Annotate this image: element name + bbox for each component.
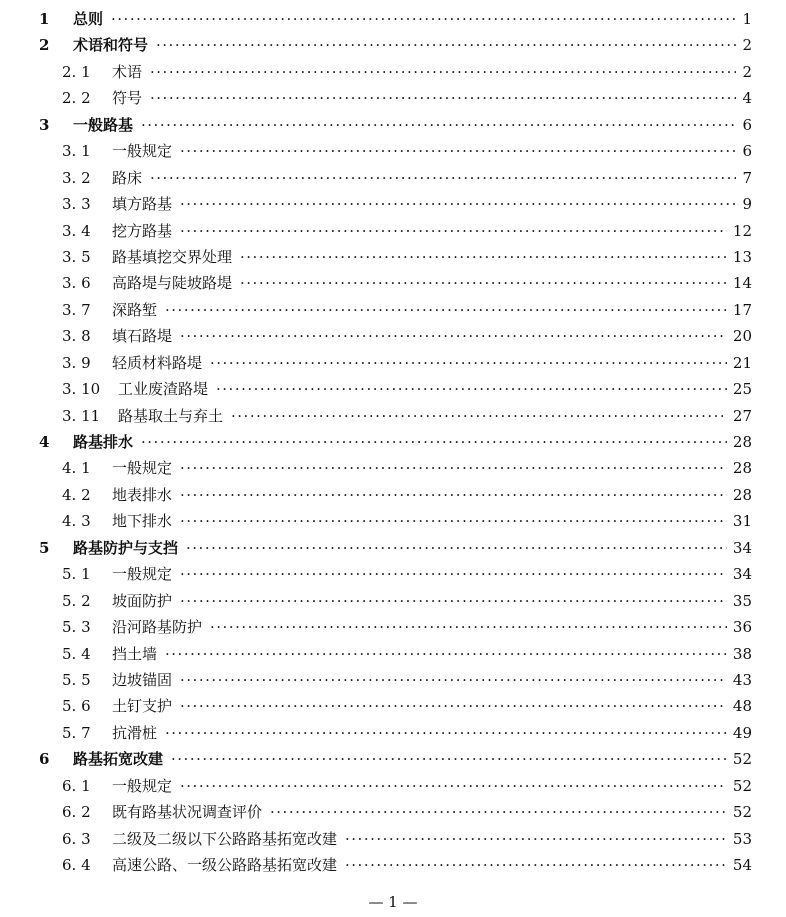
toc-entry-title: 边坡锚固 (112, 670, 173, 689)
dot-leader (345, 826, 727, 852)
toc-entry-page: 35 (732, 591, 752, 610)
dot-leader (180, 191, 736, 217)
toc-entry-page: 52 (732, 776, 752, 795)
toc-section-entry[interactable] (0, 561, 786, 587)
toc-entry-page: 52 (732, 750, 752, 769)
toc-section-entry[interactable] (0, 799, 786, 825)
toc-chapter-entry[interactable] (0, 746, 786, 772)
toc-entry-title: 路基排水 (73, 433, 134, 451)
toc-entry-page: 9 (742, 195, 752, 214)
toc-entry-title: 路基防护与支挡 (73, 538, 179, 557)
dot-leader (180, 773, 727, 799)
toc-entry-number: 5. 6 (62, 697, 91, 716)
toc-chapter-entry[interactable] (0, 429, 786, 455)
dot-leader (141, 429, 727, 455)
toc-chapter-entry[interactable] (0, 535, 786, 561)
toc-entry-page: 12 (732, 221, 752, 240)
toc-entry-title: 抗滑桩 (112, 723, 158, 742)
toc-entry-number: 3. 1 (62, 142, 91, 161)
toc-entry-page: 7 (742, 168, 752, 187)
dot-leader (231, 403, 727, 429)
toc-entry-number: 3. 7 (62, 300, 91, 319)
toc-section-entry[interactable] (0, 191, 786, 217)
toc-entry-title: 路基取土与弃土 (118, 406, 224, 425)
toc-entry-number: 2 (39, 36, 50, 55)
toc-section-entry[interactable] (0, 826, 786, 852)
toc-entry-page: 6 (742, 142, 752, 161)
toc-section-entry[interactable] (0, 614, 786, 640)
dot-leader (186, 535, 727, 561)
toc-entry-page: 4 (742, 89, 752, 108)
toc-entry-page: 54 (732, 856, 752, 874)
toc-section-entry[interactable] (0, 323, 786, 349)
toc-section-entry[interactable] (0, 482, 786, 508)
toc-section-entry[interactable] (0, 350, 786, 376)
toc-entry-title: 一般规定 (112, 565, 173, 584)
toc-section-entry[interactable] (0, 297, 786, 323)
toc-entry-number: 4. 3 (62, 512, 91, 531)
toc-entry-title: 地下排水 (112, 512, 173, 531)
toc-entry-page: 31 (732, 512, 752, 531)
toc-entry-title: 高速公路、一级公路路基拓宽改建 (112, 856, 338, 874)
toc-entry-page: 20 (732, 327, 752, 346)
toc-entry-title: 路基拓宽改建 (73, 750, 164, 769)
toc-entry-page: 27 (732, 406, 752, 425)
dot-leader (180, 218, 727, 244)
toc-entry-title: 填石路堤 (112, 327, 173, 346)
dot-leader (180, 667, 727, 693)
toc-section-entry[interactable] (0, 138, 786, 164)
toc-entry-number: 5. 2 (62, 591, 91, 610)
toc-section-entry[interactable] (0, 270, 786, 296)
toc-entry-page: 1 (742, 10, 752, 28)
toc-section-entry[interactable] (0, 641, 786, 667)
toc-entry-number: 5. 5 (62, 670, 91, 689)
toc-entry-title: 术语 (112, 62, 143, 81)
toc-entry-number: 5. 4 (62, 644, 91, 663)
toc-entry-number: 4 (39, 433, 50, 451)
toc-section-entry[interactable] (0, 773, 786, 799)
toc-entry-title: 沿河路基防护 (112, 618, 203, 637)
dot-leader (180, 138, 736, 164)
toc-section-entry[interactable] (0, 376, 786, 402)
toc-entry-page: 49 (732, 723, 752, 742)
dot-leader (345, 852, 727, 878)
toc-entry-title: 符号 (112, 89, 143, 108)
toc-entry-number: 3. 6 (62, 274, 91, 293)
toc-section-entry[interactable] (0, 693, 786, 719)
toc-entry-page: 21 (732, 353, 752, 372)
toc-entry-number: 3. 10 (62, 380, 101, 399)
toc-entry-number: 5. 3 (62, 618, 91, 637)
toc-entry-page: 28 (732, 485, 752, 504)
toc-entry-number: 6. 3 (62, 829, 91, 848)
toc-entry-number: 2. 1 (62, 62, 91, 81)
dot-leader (240, 270, 727, 296)
toc-entry-page: 36 (732, 618, 752, 637)
dot-leader (180, 482, 727, 508)
toc-entry-number: 6 (39, 750, 50, 769)
toc-entry-title: 总则 (73, 10, 104, 28)
dot-leader (150, 165, 736, 191)
dot-leader (210, 350, 727, 376)
toc-entry-number: 3. 5 (62, 247, 91, 266)
toc-entry-page: 28 (732, 433, 752, 451)
toc-entry-page: 2 (742, 62, 752, 81)
dot-leader (150, 85, 736, 111)
toc-entry-title: 既有路基状况调查评价 (112, 803, 263, 822)
dot-leader (111, 6, 736, 32)
dot-leader (180, 693, 727, 719)
toc-entry-page: 6 (742, 115, 752, 134)
toc-section-entry[interactable] (0, 165, 786, 191)
toc-section-entry[interactable] (0, 218, 786, 244)
toc-entry-title: 轻质材料路堤 (112, 353, 203, 372)
dot-leader (165, 641, 727, 667)
toc-entry-title: 一般规定 (112, 776, 173, 795)
toc-entry-number: 5 (39, 538, 50, 557)
dot-leader (141, 112, 736, 138)
dot-leader (180, 455, 727, 481)
toc-chapter-entry[interactable] (0, 112, 786, 138)
toc-section-entry[interactable] (0, 852, 786, 878)
page-number-footer: — 1 — (368, 893, 418, 911)
toc-entry-page: 14 (732, 274, 752, 293)
dot-leader (180, 588, 727, 614)
toc-entry-number: 3. 9 (62, 353, 91, 372)
toc-entry-title: 术语和符号 (73, 36, 149, 55)
toc-entry-number: 1 (39, 10, 50, 28)
toc-entry-number: 5. 7 (62, 723, 91, 742)
toc-section-entry[interactable] (0, 85, 786, 111)
toc-entry-page: 52 (732, 803, 752, 822)
toc-entry-page: 43 (732, 670, 752, 689)
toc-entry-title: 高路堤与陡坡路堤 (112, 274, 233, 293)
toc-chapter-entry[interactable] (0, 32, 786, 58)
toc-entry-title: 路床 (112, 168, 143, 187)
toc-chapter-entry[interactable] (0, 6, 786, 32)
toc-section-entry[interactable] (0, 244, 786, 270)
toc-entry-page: 13 (732, 247, 752, 266)
toc-entry-number: 6. 4 (62, 856, 91, 874)
toc-entry-title: 工业废渣路堤 (118, 380, 209, 399)
toc-section-entry[interactable] (0, 455, 786, 481)
toc-entry-number: 3. 4 (62, 221, 91, 240)
toc-entry-number: 3. 2 (62, 168, 91, 187)
toc-entry-number: 4. 1 (62, 459, 91, 478)
toc-entry-page: 34 (732, 565, 752, 584)
dot-leader (216, 376, 727, 402)
toc-section-entry[interactable] (0, 667, 786, 693)
toc-section-entry[interactable] (0, 720, 786, 746)
toc-entry-number: 3. 11 (62, 406, 101, 425)
toc-section-entry[interactable] (0, 588, 786, 614)
toc-section-entry[interactable] (0, 508, 786, 534)
toc-entry-number: 6. 1 (62, 776, 91, 795)
toc-entry-page: 34 (732, 538, 752, 557)
dot-leader (210, 614, 727, 640)
toc-entry-title: 挖方路基 (112, 221, 173, 240)
dot-leader (180, 508, 727, 534)
toc-entry-page: 48 (732, 697, 752, 716)
toc-entry-title: 土钉支护 (112, 697, 173, 716)
toc-entry-page: 28 (732, 459, 752, 478)
toc-entry-page: 53 (732, 829, 752, 848)
toc-entry-number: 2. 2 (62, 89, 91, 108)
toc-entry-title: 一般规定 (112, 142, 173, 161)
dot-leader (180, 323, 727, 349)
toc-entry-number: 3. 3 (62, 195, 91, 214)
toc-entry-title: 一般规定 (112, 459, 173, 478)
dot-leader (240, 244, 727, 270)
toc-entry-page: 25 (732, 380, 752, 399)
dot-leader (180, 561, 727, 587)
toc-entry-page: 17 (732, 300, 752, 319)
toc-entry-number: 6. 2 (62, 803, 91, 822)
dot-leader (165, 297, 727, 323)
toc-entry-number: 5. 1 (62, 565, 91, 584)
table-of-contents (0, 6, 786, 878)
toc-section-entry[interactable] (0, 59, 786, 85)
toc-entry-number: 3. 8 (62, 327, 91, 346)
dot-leader (171, 746, 727, 772)
toc-entry-number: 3 (39, 115, 50, 134)
toc-entry-title: 填方路基 (112, 195, 173, 214)
toc-entry-page: 38 (732, 644, 752, 663)
dot-leader (270, 799, 727, 825)
dot-leader (150, 59, 736, 85)
toc-entry-title: 坡面防护 (112, 591, 173, 610)
dot-leader (165, 720, 727, 746)
toc-entry-number: 4. 2 (62, 485, 91, 504)
toc-entry-title: 二级及二级以下公路路基拓宽改建 (112, 829, 338, 848)
toc-section-entry[interactable] (0, 403, 786, 429)
toc-entry-title: 深路堑 (112, 300, 158, 319)
toc-entry-page: 2 (742, 36, 752, 55)
toc-entry-title: 路基填挖交界处理 (112, 247, 233, 266)
toc-entry-title: 挡土墙 (112, 644, 158, 663)
dot-leader (156, 32, 736, 58)
toc-entry-title: 地表排水 (112, 485, 173, 504)
toc-entry-title: 一般路基 (73, 115, 134, 134)
